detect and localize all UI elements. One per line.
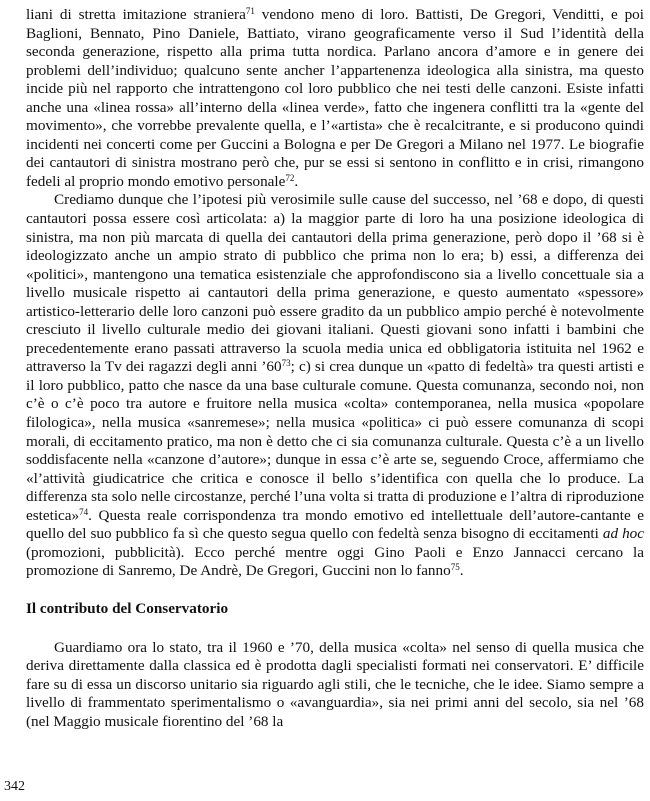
footnote-ref-72[interactable]: 72 <box>285 172 295 183</box>
footnote-ref-74[interactable]: 74 <box>79 506 89 517</box>
footnote-ref-73[interactable]: 73 <box>281 358 291 369</box>
page-number: 342 <box>4 779 25 794</box>
paragraph-2: Crediamo dunque che l’ipotesi più verosimile sulle cause del successo, nel ’68 e dopo, di questi cantautori possa essere così articolata: a) la maggior parte di loro ha una posizione ideologica di sinistra, ma non più marcata di quella dei cantautori della prima generazione, però dopo il ’68 si è ideologizzato anche un ampio strato di pubblico che prima non lo era; b) essi, a differenza dei «politici», mantengono una tematica esistenziale che approfondiscono sia a livello concettuale sia a livello musicale rispetto ai cantautori della prima generazione, e questo aumentato «spessore» artistico-letterario delle loro canzoni può essere gradito da un pubblico ampio perché è notevolmente cresciuto il livello culturale medio dei giovani italiani. Questi giovani sono infatti i bambini che precedentemente erano passati attraverso la scuola media unica ed obbligatoria istituita nel 1962 e attraverso la Tv dei ragazzi degli anni $’60^{73}$; c) si crea dunque un «patto di fedeltà» tra questi artisti e il loro pubblico, patto che nasce da una base culturale comune. Questa comunanza, secondo noi, non c’è o c’è poco tra autore e fruitore nella musica «colta» contemporanea, nella musica «popolare filologica», nella musica «sanremese»; nella musica «politica» ci può essere comunanza di scopi morali, di eccitamento pratico, ma non è detto che ci sia comunanza culturale. Questa c’è a un livello soddisfacente nella «canzone d’autore»; dunque in essa c’è arte se, seguendo Croce, affermiamo che «l’attività giudicatrice che critica e conosce il bello s’identifica con quella che lo produce. La differenza sta solo nelle circostanze, perché l’una volta si tratta di produzione e l’altra di riproduzione estetica»$^{74}$. Questa reale corrispondenza tra mondo emotivo ed intellettuale dell’autore-cantante e quello del suo pubblico fa sì che questo segua quello con fedeltà senza bisogno di eccitamenti ad hoc (promozioni, pubblicità). Ecco perché mentre oggi Gino Paoli e Enzo Jannacci cercano la promozione di Sanremo, De Andrè, De Gregori, Guccini non lo fanno$^{75}$. <box>26 191 644 580</box>
section-heading: Il contributo del Conservatorio <box>26 599 229 617</box>
paragraph-1: liani di stretta imitazione straniera$^{71}$ vendono meno di loro. Battisti, De Gregori, Venditti, e poi Baglioni, Bennato, Pino Daniele, Battiato, virano geograficamente verso il Sud l’identità della seconda generazione, rispetto alla prima tutta nordica. Parlano ancora d’amore e in genere dei problemi dell’individuo; qualcuno sente ancher l’appartenenza ideologica alla sinistra, ma questo incide più nel rapporto che intrattengono col loro pubblico che nei testi delle canzoni. Esiste infatti anche una «linea rossa» all’interno della «linea verde», fatto che ingenera conflitti tra la «gente del movimento», che vorrebbe prevalente quella, e l’«artista» che è recalcitrante, e si producono quindi incidenti nei concerti come per Guccini a Bologna e per De Gregori a Milano nel 1977. Le biografie dei cantautori di sinistra mostrano però che, pur se essi si sentono in conflitto e in crisi, rimangono fedeli al proprio mondo emotivo personale$^{72}$. <box>26 6 644 190</box>
paragraph-3: Guardiamo ora lo stato, tra il 1960 e ’70, della musica «colta» nel senso di quella musica che deriva direttamente dalla classica ed è prodotta dagli specialisti formati nei conservatori. E’ difficile fare su di essa un discorso unitario sia riguardo agli stili, che le tecniche, che le idee. Siamo sempre a livello di frammentato sperimentalismo o «avanguardia», sia nei primi anni del secolo, sia nel ’68 (nel Maggio musicale fiorentino del ’68 la <box>26 638 644 730</box>
body-text <box>26 6 644 731</box>
footnote-ref-71[interactable]: 71 <box>245 6 255 16</box>
footnote-ref-75[interactable]: 75 <box>450 562 460 573</box>
